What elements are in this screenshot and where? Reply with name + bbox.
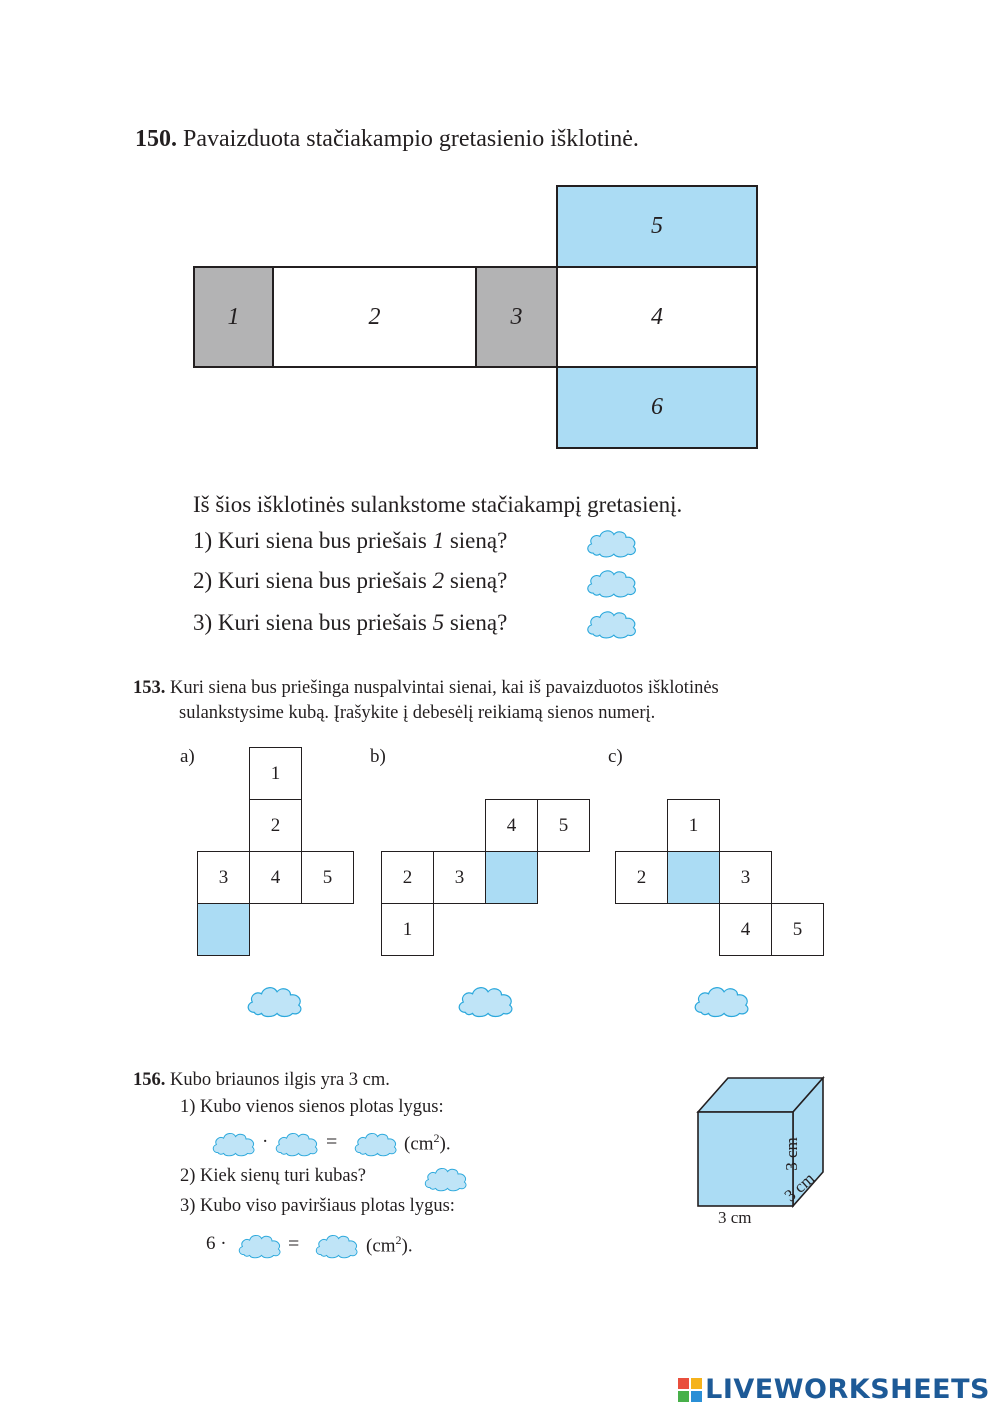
cloud-icon <box>584 606 640 640</box>
net-a-cell-4: 4 <box>249 851 302 904</box>
net-c-cell-1: 1 <box>667 799 720 852</box>
cloud-icon <box>313 1230 361 1260</box>
question-number: 2) <box>193 568 213 593</box>
question-text-end: sieną? <box>444 610 508 635</box>
task-153-heading <box>133 676 719 726</box>
unit-exponent: 2 <box>395 1233 402 1247</box>
cloud-icon <box>244 981 306 1019</box>
answer-cloud-156-2[interactable] <box>422 1163 470 1193</box>
task-150-title: Pavaizduota stačiakampio gretasienio išklotinė. <box>183 126 639 152</box>
task-150-question-2 <box>193 568 507 594</box>
net-a-cell-5: 5 <box>301 851 354 904</box>
times-sign: · <box>262 1131 269 1152</box>
net-b-cell-4: 4 <box>485 799 538 852</box>
cloud-icon <box>210 1128 258 1158</box>
question-face: 1 <box>432 528 445 553</box>
question-text-end: sieną? <box>444 568 508 593</box>
net-face-1: 1 <box>193 266 274 368</box>
task-150-question-1 <box>193 528 507 554</box>
answer-cloud-156-3a[interactable] <box>236 1230 284 1260</box>
answer-cloud-150-3[interactable] <box>584 606 640 640</box>
net-a-cell-2: 2 <box>249 799 302 852</box>
task-156-heading <box>133 1070 390 1091</box>
equals-sign-2: = <box>288 1233 300 1255</box>
task-153-number: 153. <box>133 678 166 698</box>
task-156-question-3: 3) Kubo viso paviršiaus plotas lygus: <box>180 1196 455 1216</box>
cloud-icon <box>455 981 517 1019</box>
net-b-label: b) <box>370 746 386 767</box>
cube-height-label: 3 cm <box>782 1137 801 1171</box>
cloud-icon <box>273 1128 321 1158</box>
question-face: 5 <box>432 610 445 635</box>
net-a-cell-3: 3 <box>197 851 250 904</box>
net-c-label: c) <box>608 746 623 767</box>
net-c-cell-4: 4 <box>719 903 772 956</box>
net-face-3: 3 <box>475 266 558 368</box>
net-b-shaded-cell <box>485 851 538 904</box>
cloud-icon <box>422 1163 470 1193</box>
task-156-question-2: 2) Kiek sienų turi kubas? <box>180 1166 366 1186</box>
question-number: 3) <box>193 610 213 635</box>
task-156-question-1: 1) Kubo vienos sienos plotas lygus: <box>180 1097 444 1117</box>
task-150-intro: Iš šios išklotinės sulankstome stačiakampį gretasienį. <box>193 492 683 517</box>
question-text: Kuri siena bus priešais <box>217 568 433 593</box>
question-text: Kuri siena bus priešais <box>217 610 433 635</box>
cloud-icon <box>352 1128 400 1158</box>
cloud-icon <box>691 981 753 1019</box>
unit-cm2-2 <box>366 1233 413 1257</box>
net-c-shaded-cell <box>667 851 720 904</box>
answer-cloud-156-1b[interactable] <box>273 1128 321 1158</box>
net-b-cell-3: 3 <box>433 851 486 904</box>
net-face-5: 5 <box>556 185 758 268</box>
cloud-icon <box>584 525 640 559</box>
unit-exponent: 2 <box>433 1131 440 1145</box>
cube-depth-label: 3 cm <box>780 1168 819 1206</box>
answer-cloud-156-3b[interactable] <box>313 1230 361 1260</box>
net-a-shaded-cell <box>197 903 250 956</box>
answer-cloud-150-1[interactable] <box>584 525 640 559</box>
cube-front-label: 3 cm <box>718 1208 752 1227</box>
question-face: 2 <box>432 568 445 593</box>
brand-text: LIVEWORKSHEETS <box>705 1374 990 1405</box>
task-156-number: 156. <box>133 1070 166 1090</box>
net-c-cell-2: 2 <box>615 851 668 904</box>
liveworksheets-logo <box>677 1374 990 1405</box>
net-a-label: a) <box>180 746 195 767</box>
net-c-cell-5: 5 <box>771 903 824 956</box>
task-153-line-1: Kuri siena bus priešinga nuspalvintai sienai, kai iš pavaizduotos išklotinės <box>170 678 719 698</box>
cube-front-face <box>698 1112 793 1206</box>
task-150-heading <box>135 126 639 153</box>
question-text-end: sieną? <box>444 528 508 553</box>
net-c-cell-3: 3 <box>719 851 772 904</box>
task-150-question-3 <box>193 610 507 636</box>
logo-grid-icon <box>677 1377 703 1403</box>
six-times: 6 · <box>206 1233 227 1254</box>
unit-cm2 <box>404 1131 451 1155</box>
answer-cloud-153-c[interactable] <box>691 981 753 1019</box>
question-text: Kuri siena bus priešais <box>217 528 433 553</box>
unit-close: ). <box>439 1133 451 1155</box>
net-b-cell-5: 5 <box>537 799 590 852</box>
cloud-icon <box>236 1230 284 1260</box>
task-150-number: 150. <box>135 126 177 152</box>
question-number: 1) <box>193 528 213 553</box>
net-a-cell-1: 1 <box>249 747 302 800</box>
answer-cloud-153-a[interactable] <box>244 981 306 1019</box>
equals-sign: = <box>326 1131 338 1153</box>
unit-open: (cm <box>404 1133 434 1155</box>
net-face-4: 4 <box>556 266 758 368</box>
net-face-6: 6 <box>556 366 758 449</box>
unit-open: (cm <box>366 1235 396 1257</box>
answer-cloud-153-b[interactable] <box>455 981 517 1019</box>
task-153-line-2: sulankstysime kubą. Įrašykite į debesėlį reikiamą sienos numerį. <box>179 703 656 723</box>
net-b-cell-2: 2 <box>381 851 434 904</box>
answer-cloud-156-1a[interactable] <box>210 1128 258 1158</box>
unit-close: ). <box>401 1235 413 1257</box>
task-156-title: Kubo briaunos ilgis yra 3 cm. <box>170 1070 390 1090</box>
answer-cloud-156-1c[interactable] <box>352 1128 400 1158</box>
cube-figure <box>690 1072 850 1232</box>
net-face-2: 2 <box>272 266 477 368</box>
cloud-icon <box>584 565 640 599</box>
answer-cloud-150-2[interactable] <box>584 565 640 599</box>
net-b-cell-1: 1 <box>381 903 434 956</box>
